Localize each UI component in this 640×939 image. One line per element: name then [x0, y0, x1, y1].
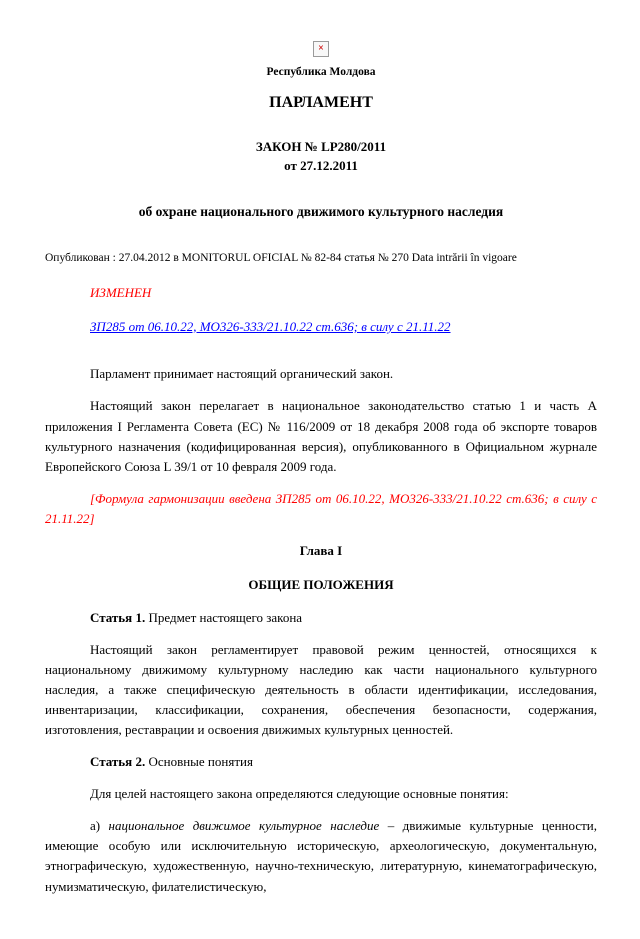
article-2-heading: [45, 752, 597, 772]
article-2-intro: Для целей настоящего закона определяются следующие основные понятия:: [90, 785, 509, 801]
law-date: от 27.12.2011: [284, 158, 358, 174]
article-2-title: Основные понятия: [148, 754, 253, 770]
broken-image-icon: ×: [313, 41, 329, 57]
amendment-link-line: [45, 317, 597, 337]
article-1-title: Предмет настоящего закона: [148, 610, 303, 626]
item-a-prefix: а): [90, 818, 109, 834]
country-name: Республика Молдова: [266, 65, 376, 78]
law-number: № LP280/2011: [301, 138, 387, 154]
law-number-line: [45, 137, 597, 157]
broken-image-container: [45, 38, 597, 58]
chapter-label: Глава I: [299, 543, 343, 559]
article-2-label: Статья 2.: [90, 754, 146, 770]
law-type: ЗАКОН: [255, 138, 302, 154]
intro-paragraph: Парламент принимает настоящий органический закон.: [90, 366, 394, 382]
chapter-title: ОБЩИЕ ПОЛОЖЕНИЯ: [248, 576, 394, 592]
harmonization-paragraph: Настоящий закон перелагает в национальное законодательство статью 1 и часть А приложения I Регламента Совета (ЕС) № 116/2009 от 18 декабря 2008 года об экспорте товаров культурного назначения (кодифицированная версия), опубликованного в Официальном журнале Европейского Союза L 39/1 от 10 февраля 2009 года.: [45, 398, 597, 474]
article-1-label: Статья 1.: [90, 610, 146, 626]
item-a-term: национальное движимое культурное наследие: [108, 818, 380, 834]
publication-info: Опубликован : 27.04.2012 в MONITORUL OFICIAL № 82-84 статья № 270 Data intrării în vigoare: [45, 252, 517, 264]
amendment-link[interactable]: ЗП285 от 06.10.22, MO326-333/21.10.22 ст.636; в силу с 21.11.22: [90, 318, 451, 334]
document-title: об охране национального движимого культурного наследия: [138, 203, 504, 219]
institution-name: ПАРЛАМЕНТ: [269, 93, 373, 111]
harmonization-formula-note: [Формула гармонизации введена ЗП285 от 06.10.22, MO326-333/21.10.22 ст.636; в силу с 21.11.22]: [45, 490, 597, 527]
article-1-text: Настоящий закон регламентирует правовой режим ценностей, относящихся к национальному движимому культурному наследию как части национального культурного наследия, а также специфическую деятельность в области идентификации, исследования, инвентаризации, классификации, сохранения, обеспечения безопасности, содержания, изготовления, реставрации и освоения движимых культурных ценностей.: [45, 641, 597, 738]
item-a-text: – движимые культурные ценности, имеющие особую или исключительную историческую, археологическую, документальную, этнографическую, художественную, научно-техническую, литературную, кинематографическую, нумизматическую, филателистическую,: [45, 818, 597, 894]
amendment-status: ИЗМЕНЕН: [90, 285, 152, 301]
article-1-heading: [45, 608, 597, 628]
article-2-item-a: [45, 816, 597, 897]
